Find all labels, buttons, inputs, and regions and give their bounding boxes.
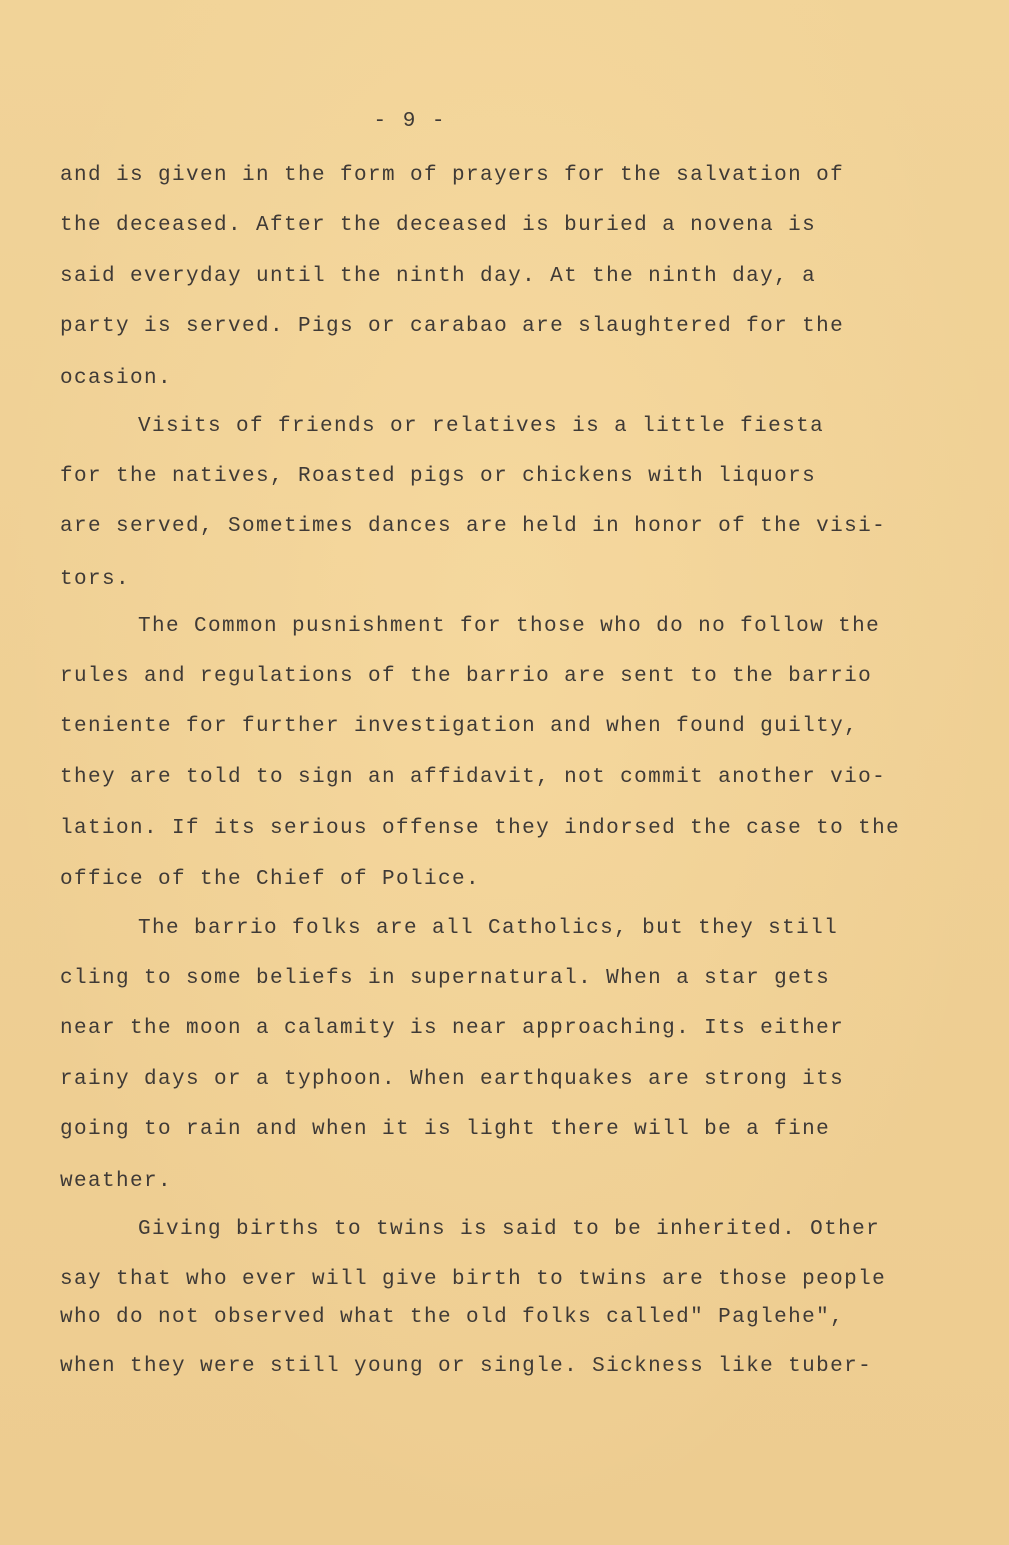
text-line: said everyday until the ninth day. At the ninth day, a xyxy=(60,265,817,288)
text-line: rainy days or a typhoon. When earthquakes are strong its xyxy=(60,1068,845,1091)
paragraph-start-line: Giving births to twins is said to be inherited. Other xyxy=(138,1218,881,1241)
text-line: weather. xyxy=(60,1170,173,1193)
paragraph-start-line: Visits of friends or relatives is a little fiesta xyxy=(138,415,825,438)
text-line: when they were still young or single. Sickness like tuber- xyxy=(60,1355,873,1378)
text-line: tors. xyxy=(60,568,131,591)
text-line: rules and regulations of the barrio are sent to the barrio xyxy=(60,665,873,688)
text-line: lation. If its serious offense they indorsed the case to the xyxy=(60,817,901,840)
text-line: party is served. Pigs or carabao are slaughtered for the xyxy=(60,315,845,338)
text-line: and is given in the form of prayers for the salvation of xyxy=(60,164,845,187)
text-line: office of the Chief of Police. xyxy=(60,868,481,891)
paragraph-start-line: The Common pusnishment for those who do no follow the xyxy=(138,615,881,638)
text-line: going to rain and when it is light there will be a fine xyxy=(60,1118,831,1141)
text-line: are served, Sometimes dances are held in honor of the visi- xyxy=(60,515,887,538)
text-line: the deceased. After the deceased is buried a novena is xyxy=(60,214,817,237)
text-line: who do not observed what the old folks called" Paglehe", xyxy=(60,1306,845,1329)
text-line: cling to some beliefs in supernatural. When a star gets xyxy=(60,967,831,990)
page-number: - 9 - xyxy=(373,110,447,133)
text-line: ocasion. xyxy=(60,367,173,390)
text-line: they are told to sign an affidavit, not commit another vio- xyxy=(60,766,887,789)
text-line: for the natives, Roasted pigs or chickens with liquors xyxy=(60,465,817,488)
text-line: teniente for further investigation and when found guilty, xyxy=(60,715,859,738)
text-line: say that who ever will give birth to twins are those people xyxy=(60,1268,887,1291)
paragraph-start-line: The barrio folks are all Catholics, but they still xyxy=(138,917,839,940)
text-line: near the moon a calamity is near approaching. Its either xyxy=(60,1017,845,1040)
